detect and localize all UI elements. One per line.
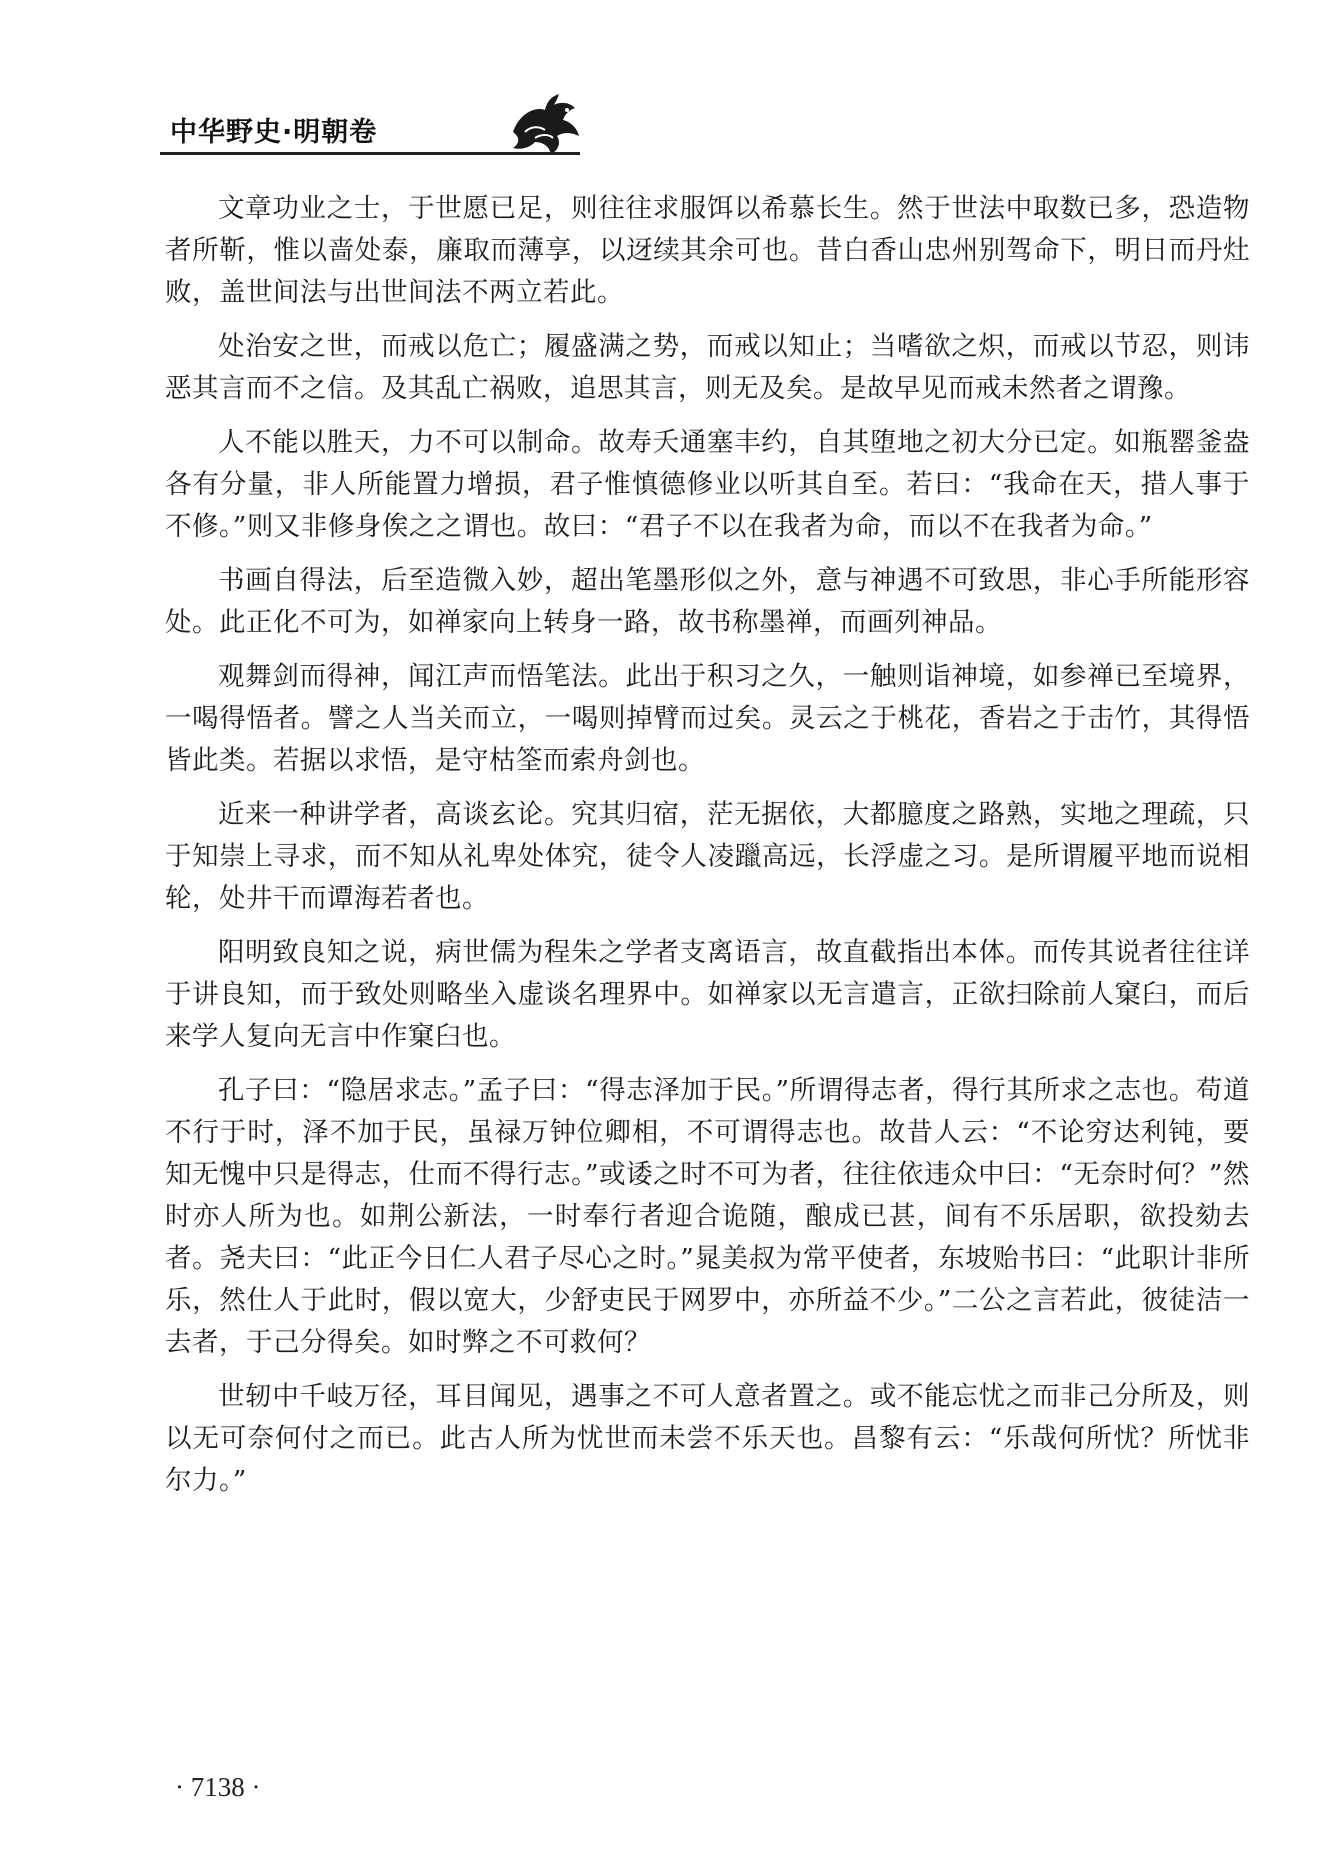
- dragon-icon: [505, 92, 585, 158]
- page-body: [165, 188, 1250, 1514]
- paragraph: 文章功业之士，于世愿已足，则往往求服饵以希慕长生。然于世法中取数已多，恐造物者所靳，惟以啬处泰，廉取而薄享，以迓续其余可也。昔白香山忠州别驾命下，明日而丹灶败，盖世间法与出世间法不两立若此。: [165, 193, 1250, 308]
- paragraph: 孔子曰：“隐居求志。”孟子曰：“得志泽加于民。”所谓得志者，得行其所求之志也。苟道不行于时，泽不加于民，虽禄万钟位卿相，不可谓得志也。故昔人云：“不论穷达利钝，要知无愧中只是得志，仕而不得行志。”或诿之时不可为者，往往依违众中曰：“无奈时何？”然时亦人所为也。如荆公新法，一时奉行者迎合诡随，酿成已甚，间有不乐居职，欲投劾去者。尧夫曰：“此正今日仁人君子尽心之时。”晁美叔为常平使者，东坡贻书曰：“此职计非所乐，然仕人于此时，假以宽大，少舒吏民于网罗中，亦所益不少。”二公之言若此，彼徒洁一去者，于己分得矣。如时弊之不可救何？: [165, 1075, 1250, 1358]
- paragraph: 世轫中千岐万径，耳目闻见，遇事之不可人意者置之。或不能忘忧之而非己分所及，则以无可奈何付之而已。此古人所为忧世而未尝不乐天也。昌黎有云：“乐哉何所忧？所忧非尔力。”: [165, 1381, 1250, 1496]
- running-header: [160, 92, 1250, 162]
- paragraph: 阳明致良知之说，病世儒为程朱之学者支离语言，故直截指出本体。而传其说者往往详于讲良知，而于致处则略坐入虚谈名理界中。如禅家以无言遣言，正欲扫除前人窠臼，而后来学人复向无言中作窠臼也。: [165, 937, 1250, 1052]
- page-number: · 7138 ·: [175, 1772, 261, 1802]
- paragraph: 观舞剑而得神，闻江声而悟笔法。此出于积习之久，一触则诣神境，如参禅已至境界，一喝得悟者。譬之人当关而立，一喝则掉臂而过矣。灵云之于桃花，香岩之于击竹，其得悟皆此类。若据以求悟，是守枯筌而索舟剑也。: [165, 661, 1250, 776]
- paragraph: 书画自得法，后至造微入妙，超出笔墨形似之外，意与神遇不可致思，非心手所能形容处。此正化不可为，如禅家向上转身一路，故书称墨禅，而画列神品。: [165, 565, 1250, 638]
- paragraph: 人不能以胜天，力不可以制命。故寿夭通塞丰约，自其堕地之初大分已定。如瓶罂釜盎各有分量，非人所能置力增损，君子惟慎德修业以听其自至。若曰：“我命在天，措人事于不修。”则又非修身俟之之谓也。故曰：“君子不以在我者为命，而以不在我者为命。”: [165, 427, 1250, 542]
- paragraph: 近来一种讲学者，高谈玄论。究其归宿，茫无据依，大都臆度之路熟，实地之理疏，只于知崇上寻求，而不知从礼卑处体究，徒令人凌躐高远，长浮虚之习。是所谓履平地而说相轮，处井干而谭海若者也。: [165, 799, 1250, 914]
- paragraph: 处治安之世，而戒以危亡；履盛满之势，而戒以知止；当嗜欲之炽，而戒以节忍，则讳恶其言而不之信。及其乱亡祸败，追思其言，则无及矣。是故早见而戒未然者之谓豫。: [165, 331, 1250, 404]
- book-title: 中华野史·明朝卷: [170, 117, 378, 148]
